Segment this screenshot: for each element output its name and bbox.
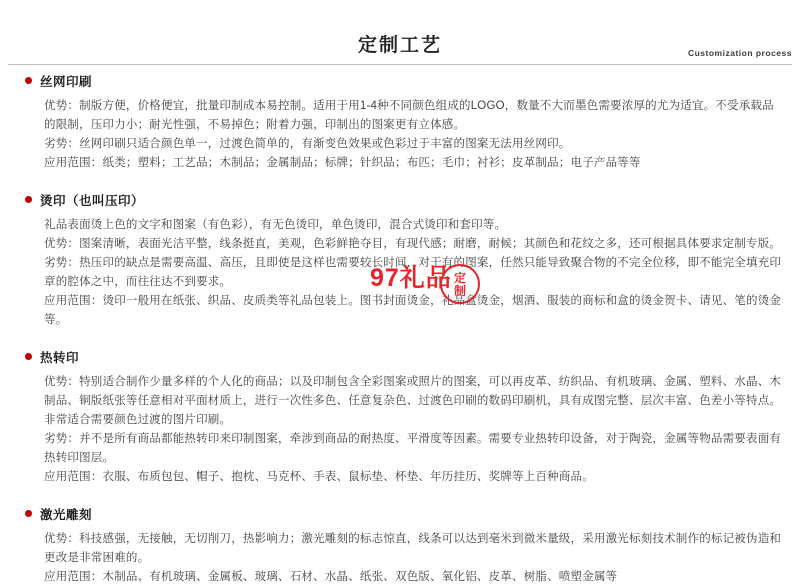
section-paragraph: 劣势：热压印的缺点是需要高温、高压，且即使是这样也需要较长时间，对于有的图案，任然只能导致聚合物的不完全位移，即不能完全填充印章的腔体之中，而往往达不到要求。 xyxy=(44,257,782,288)
section-paragraph: 礼品表面烫上色的文字和图案（有色彩），有无色烫印，单色烫印，混合式烫印和套印等。 xyxy=(44,219,507,231)
section-heading xyxy=(0,505,800,524)
page-subtitle: Customization process xyxy=(687,48,792,58)
page-title: 定制工艺 xyxy=(357,35,442,56)
bullet-icon xyxy=(25,77,32,84)
bullet-icon xyxy=(25,353,32,360)
section-paragraph: 优势：科技感强，无接触，无切削刀，热影响力；激光雕刻的标志惊直，线条可以达到毫米到微米量级，采用激光标刻技术制作的标记被伪造和更改是非常困难的。 xyxy=(44,533,782,564)
section-paragraph: 应用范围：衣服、布质包包、帽子、抱枕、马克杯、手表、鼠标垫、杯垫、年历挂历、奖牌等上百种商品。 xyxy=(44,471,594,483)
section-paragraph: 应用范围：木制品、有机玻璃、金属板、玻璃、石材、水晶、纸张、双色版、氧化铝、皮革、树脂、喷塑金属等 xyxy=(44,571,618,583)
section-paragraph: 劣势：丝网印刷只适合颜色单一，过渡色简单的，有渐变色效果或色彩过于丰富的图案无法用丝网印。 xyxy=(44,138,571,150)
section-heat-transfer xyxy=(0,348,800,487)
section-title: 烫印（也叫压印） xyxy=(40,194,145,208)
section-heading xyxy=(0,191,800,210)
section-heading xyxy=(0,72,800,91)
section-paragraph: 应用范围：烫印一般用在纸张、织品、皮质类等礼品包装上。图书封面烫金，礼品盒烫金，烟酒、服装的商标和盒的烫金贺卡、请见、笔的烫金等。 xyxy=(44,295,782,326)
bullet-icon xyxy=(25,510,32,517)
section-paragraph: 优势：图案清晰，表面光洁平整，线条挺直，美观，色彩鲜艳夺目，有现代感；耐磨，耐候；其颜色和花纹之多，还可根据具体要求定制专版。 xyxy=(44,238,782,250)
section-laser-engraving xyxy=(0,505,800,587)
header-divider xyxy=(8,64,792,65)
section-title: 激光雕刻 xyxy=(40,508,93,522)
watermark-text: 97礼品 xyxy=(370,264,452,292)
section-paragraph: 劣势：并不是所有商品都能热转印来印制图案，牵涉到商品的耐热度、平滑度等因素。需要专业热转印设备，对于陶瓷，金属等物品需要表面有热转印图层。 xyxy=(44,433,782,464)
document-header xyxy=(0,0,800,72)
bullet-icon xyxy=(25,196,32,203)
section-paragraph: 应用范围：纸类；塑料；工艺品；木制品；金属制品；标牌；针织品；布匹；毛巾；衬衫；皮革制品；电子产品等等 xyxy=(44,157,641,169)
section-paragraph: 优势：制版方便，价格便宜，批量印制成本易控制。适用于用1-4种不同颜色组成的LOGO，数量不大而墨色需要浓厚的尤为适宜。不受承载品的限制，压印力小；耐光性强，不易掉色；附着力强，印制出的图案更有立体感。 xyxy=(44,100,774,131)
section-heading xyxy=(0,348,800,367)
section-title: 丝网印刷 xyxy=(40,75,93,89)
document-content xyxy=(0,72,800,587)
section-silkscreen xyxy=(0,72,800,173)
watermark-seal-line2: 制 xyxy=(453,284,466,298)
watermark-seal-line1: 定 xyxy=(453,271,466,285)
section-title: 热转印 xyxy=(40,351,80,365)
section-hot-stamping xyxy=(0,191,800,330)
section-paragraph: 优势：特别适合制作少量多样的个人化的商品；以及印制包含全彩图案或照片的图案，可以再皮革、纺织品、有机玻璃、金属、塑料、水晶、木制品、铜版纸张等任意相对平面材质上，进行一次性多色、任意复杂色、过渡色印刷的数码印刷机，具有成图完整、层次丰富、色差小等特点。非常适合需要颜色过渡的图片印刷。 xyxy=(44,376,782,426)
